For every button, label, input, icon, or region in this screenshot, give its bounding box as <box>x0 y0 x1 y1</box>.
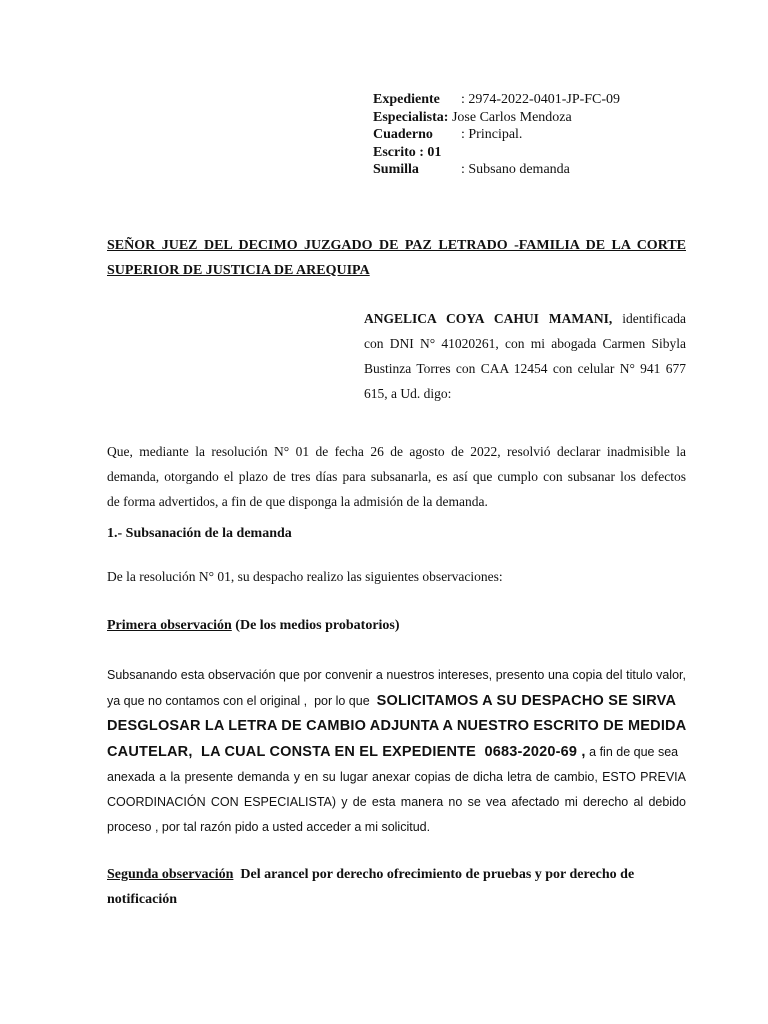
first-obs-line-4a: CAUTELAR, LA CUAL CONSTA EN EL EXPEDIENTE 0683-2020-69 , <box>107 744 586 760</box>
petitioner-block <box>364 306 686 406</box>
addressee-line-2: SUPERIOR DE JUSTICIA DE AREQUIPA <box>107 263 370 278</box>
first-obs-line-2 <box>107 688 686 714</box>
first-obs-line-5: anexada a la presente demanda y en su lugar anexar copias de dicha letra de cambio, ESTO PREVIA <box>107 770 686 784</box>
first-observation-subtitle: (De los medios probatorios) <box>231 618 400 633</box>
first-obs-line-2b: SOLICITAMOS A SU DESPACHO SE SIRVA <box>376 693 677 709</box>
second-observation-title: Segunda observación <box>107 867 234 882</box>
petitioner-line-4: 615, a Ud. digo: <box>364 386 452 401</box>
cuaderno-row <box>373 126 620 144</box>
first-obs-line-2a: ya que no contamos con el original , por lo que <box>107 694 377 708</box>
petitioner-line-1 <box>364 306 686 331</box>
escrito-row <box>373 144 620 162</box>
sumilla-label: Sumilla <box>373 162 419 177</box>
intro-line-2: demanda, otorgando el plazo de tres días para subsanarla, es así que cumplo con subsanar los defectos <box>107 469 686 484</box>
first-obs-line-4 <box>107 739 686 765</box>
first-observation-heading <box>107 618 400 634</box>
addressee <box>107 233 686 283</box>
petitioner-line-1-rest: identificada <box>612 311 686 326</box>
especialista-label: Especialista: <box>373 109 449 125</box>
second-observation-subtitle-1: Del arancel por derecho ofrecimiento de pruebas y por derecho de <box>233 867 635 882</box>
intro-line-1: Que, mediante la resolución N° 01 de fecha 26 de agosto de 2022, resolvió declarar inadmisible la <box>107 444 686 459</box>
first-obs-line-6: COORDINACIÓN CON ESPECIALISTA) y de esta manera no se vea afectado mi derecho al debido <box>107 795 686 809</box>
especialista-value: Jose Carlos Mendoza <box>448 109 572 125</box>
expediente-label: Expediente <box>373 92 440 107</box>
second-observation-subtitle-2: notificación <box>107 892 177 907</box>
sumilla-value: : Subsano demanda <box>461 162 570 177</box>
first-observation-title: Primera observación <box>107 618 232 633</box>
intro-line-3: de forma advertidos, a fin de que disponga la admisión de la demanda. <box>107 494 488 509</box>
expediente-row <box>373 91 620 109</box>
second-observation-heading <box>107 862 686 912</box>
petitioner-name: ANGELICA COYA CAHUI MAMANI, <box>364 311 613 326</box>
first-observation-body <box>107 663 686 840</box>
sumilla-row <box>373 161 620 179</box>
first-obs-line-4b: a fin de que sea <box>585 745 679 759</box>
especialista-row <box>373 109 620 127</box>
escrito-label: Escrito : 01 <box>373 144 442 160</box>
case-header <box>373 91 620 179</box>
intro-paragraph <box>107 439 686 514</box>
addressee-line-1: SEÑOR JUEZ DEL DECIMO JUZGADO DE PAZ LETRADO -FAMILIA DE LA CORTE <box>107 238 686 253</box>
section-1-title: 1.- Subsanación de la demanda <box>107 526 292 541</box>
petitioner-line-2: con DNI N° 41020261, con mi abogada Carmen Sibyla <box>364 336 686 351</box>
expediente-value: : 2974-2022-0401-JP-FC-09 <box>461 92 621 107</box>
first-obs-line-1: Subsanando esta observación que por convenir a nuestros intereses, presento una copia del titulo valor, <box>107 668 686 682</box>
first-obs-line-3: DESGLOSAR LA LETRA DE CAMBIO ADJUNTA A NUESTRO ESCRITO DE MEDIDA <box>107 718 687 734</box>
observations-intro: De la resolución N° 01, su despacho realizo las siguientes observaciones: <box>107 569 503 584</box>
petitioner-line-3: Bustinza Torres con CAA 12454 con celular N° 941 677 <box>364 361 686 376</box>
cuaderno-label: Cuaderno <box>373 127 433 142</box>
cuaderno-value: : Principal. <box>461 127 523 142</box>
first-obs-line-7: proceso , por tal razón pido a usted acceder a mi solicitud. <box>107 820 431 834</box>
